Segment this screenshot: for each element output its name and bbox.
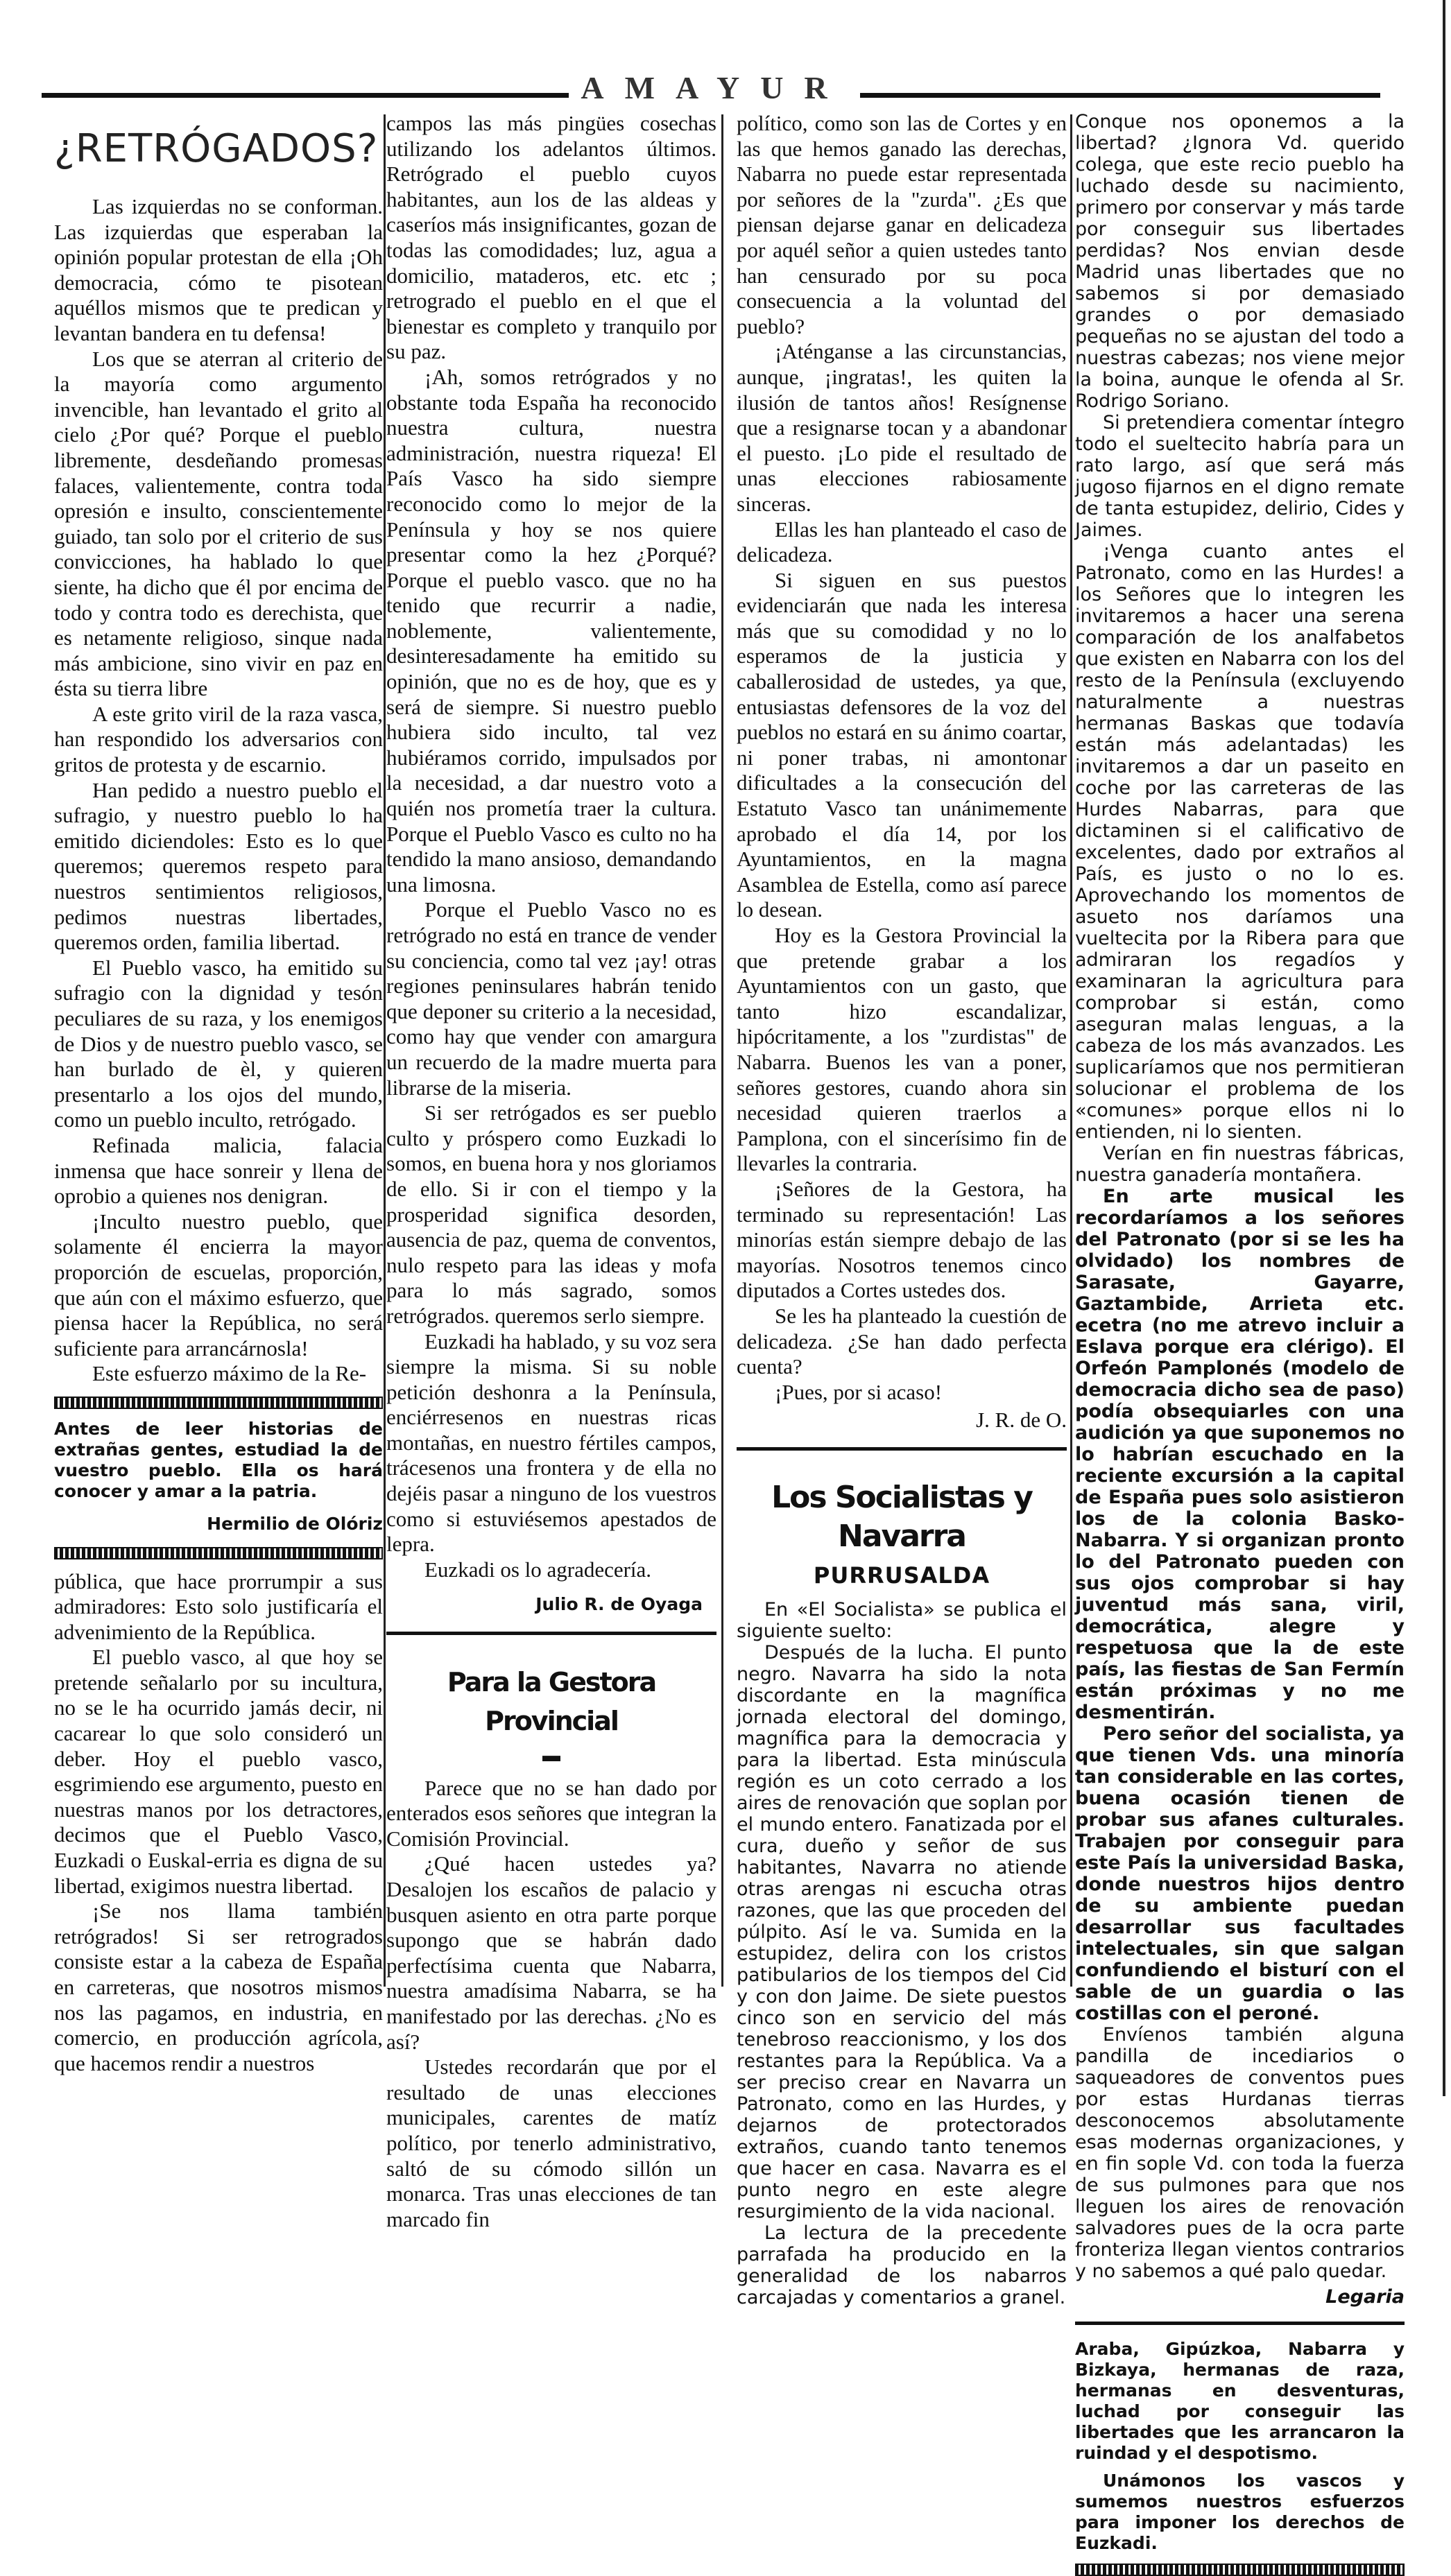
column-divider-3 xyxy=(1070,114,1072,1987)
paragraph: pública, que hace prorrumpir a sus admiradores: Esto solo justificaría el advenimiento de la República. xyxy=(54,1568,383,1644)
paragraph: ¡Se nos llama también retrógrados! Si ser retrogrados consiste estar a la cabeza de España en carreteras, que nosotros mismos nos las pagamos, en industria, en comercio, en producción agrícola, que hacemos rendir a nuestros xyxy=(54,1899,383,2075)
paragraph: Si pretendiera comentar íntegro todo el sueltecito habría para un rato largo, así que será más jugoso fijarnos en el digno remate de tanta estupidez, delirio, Cides y Jaimes. xyxy=(1075,412,1405,541)
paragraph: ¡Venga cuanto antes el Patronato, como en las Hurdes! a los Señores que lo integren les invitaremos a hacer una serena comparación de los analfabetos que existen en Nabarra con los del resto de la Península (excluyendo naturalmente a nuestras hermanas Baskas que todavía están más adelantadas) les invitaremos a dar un paseito en coche por las carreteras de las Hurdes Nabarras, para que dictaminen si el calificativo de excelentes, dado por extraños al País, es justo o no lo es. Aprovechando los momentos de asueto nos daríamos una vueltecita por la Ribera para que admiraran los regadíos y examinaran la agricultura para comprobar si están, como aseguran malas lenguas, a la cabeza de los más avanzados. Les suplicaríamos que nos permitieran solucionar el problema de los «comunes» porque ellos ni lo entienden, ni lo sienten. xyxy=(1075,541,1405,1143)
paragraph: A este grito viril de la raza vasca, han respondido los adversarios con gritos de protesta y de escarnio. xyxy=(54,701,383,777)
section-rule xyxy=(1075,2322,1405,2325)
paragraph: Euzkadi os lo agradecería. xyxy=(424,1557,652,1582)
paragraph: Los que se aterran al criterio de la mayoría como argumento invencible, han levantado el grito al cielo ¿Por qué? Porque el pueblo libremente, desdeñando promesas falaces, valientemente, contra toda opresión e insulto, conscientemente guiado, tan solo por el criterio de sus convicciones, ha hablado lo que siente, ha dicho que él por encima de todo y contra todo es derechista, que es netamente religioso, sinque nada más ambicione, sino vivir en paz en ésta su tierra libre xyxy=(54,346,383,701)
section-rule xyxy=(737,1447,1067,1451)
ornament-rule xyxy=(1075,2564,1405,2576)
paragraph: Las izquierdas no se conforman. Las izquierdas que esperaban la opinión popular protestan de ella ¡Oh democracia, cómo te pisotean aquéllos mismos que te predican y levantan bandera en tu defensa! xyxy=(54,194,383,345)
paragraph: Conque nos oponemos a la libertad? ¿Ignora Vd. querido colega, que este recio pueblo ha luchado desde su nacimiento, primero por conservar y más tarde por conseguir sus libertades perdidas? Nos envian desde Madrid unas libertades que no sabemos si por demasiado grandes o por demasiado pequeñas no se ajustan del todo a nuestras cabezas; nos viene mejor la boina, aunque le ofenda al Sr. Rodrigo Soriano. xyxy=(1075,111,1405,412)
paragraph: Si siguen en sus puestos evidenciarán que nada les interesa más que su comodidad y no lo esperamos de la justicia y caballerosidad de ustedes, ya que, entusiastas defensores de la voz del pueblos no estará en su ánimo coartar, ni poner trabas, ni amontonar dificultades a la consecución del Estatuto Vasco tan unánimemente aprobado el día 14, por los Ayuntamientos, en la magna Asamblea de Estella, como así parece lo desean. xyxy=(737,567,1067,922)
paragraph: ¡Pues, por si acaso! xyxy=(775,1379,943,1404)
section-title-gestora: Para la Gestora Provincial xyxy=(447,1667,656,1737)
paragraph: El pueblo vasco, al que hoy se pretende señalarlo por su incultura, no se le ha ocurrido jamás decir, ni cacarear lo que solo consideró un deber. Hoy el pueblo vasco, esgrimiendo ese argumento, puesto en nuestras manos por los detractores, decimos que el Pueblo Vasco, Euzkadi o Euskal-erria es digna de su libertad, exigimos nuestra libertad. xyxy=(54,1645,383,1898)
paragraph: En arte musical les recordaríamos a los señores del Patronato (por si se les ha olvidado) los nombres de Sarasate, Gayarre, Gaztambide, Arrieta etc. ecetra (no me atrevo incluir a Eslava porque era clérigo). El Orfeón Pamplonés (modelo de democracia dicho sea de paso) podía obsequiarles con una audición ya que suponemos no lo habrían escuchado en la reciente excursión a la capital de España pues solo asistieron los de la colonia Basko-Nabarra. Y si organizan pronto lo del Patronato pueden con sus ojos comprobar si hay juventud más sana, viril, democrática, alegre y respetuosa que la de este país, las fiestas de San Fermín están próximas y no me desmentirán. xyxy=(1075,1186,1405,1723)
paragraph: Ustedes recordarán que por el resultado de unas elecciones municipales, carentes de matíz político, por tenerlo administrativo, saltó de su cómodo sillón un monarca. Tras unas elecciones de tan marcado fin xyxy=(386,2055,716,2231)
title-ornament: ▬ xyxy=(542,1745,560,1766)
paragraph: La lectura de la precedente parrafada ha producido en la generalidad de los nabarros carcajadas y comentarios a granel. xyxy=(737,2222,1067,2309)
closing-note: Araba, Gipúzkoa, Nabarra y Bizkaya, hermanas de raza, hermanas en desventuras, luchad por conseguir las libertades que les arrancaron la ruindad y el despotismo. xyxy=(1075,2339,1405,2463)
column-3 xyxy=(737,111,1067,2309)
masthead: AMAYUR xyxy=(581,70,848,105)
masthead-rule-left xyxy=(42,93,569,98)
paragraph: Verían en fin nuestras fábricas, nuestra ganadería montañera. xyxy=(1075,1143,1405,1186)
paragraph: Euzkadi ha hablado, y su voz sera siempre la misma. Si su noble petición deshonra a la Península, enciérresenos en nuestras ricas montañas, en nuestro fértiles campos, trácesenos una frontera y de ella no dejéis pasar a ninguno de los vuestros como si estuviésemos apestados de lepra. xyxy=(386,1329,716,1557)
paragraph: Parece que no se han dado por enterados esos señores que integran la Comisión Provincial. xyxy=(386,1775,716,1851)
ornament-rule xyxy=(54,1397,383,1409)
paragraph: Ellas les han planteado el caso de delicadeza. xyxy=(737,517,1067,567)
paragraph: ¡Ah, somos retrógrados y no obstante toda España ha reconocido nuestra cultura, nuestra administración, nuestra riqueza! El País Vasco ha sido siempre reconocido como lo mejor de la Península y hoy se nos quiere presentar como la hez ¿Porqué? Porque el pueblo vasco. que no ha tenido que recurrir a nadie, noblemente, valientemente, desinteresadamente ha emitido su opinión, que no es de hoy, que es y será de siempre. Si nuestro pueblo hubiera sido inculto, tal vez hubiéramos corrido, impulsados por la necesidad, a dar nuestro voto a quién nos prometía traer la cultura. Porque el Pueblo Vasco es culto no ha tendido la mano ansioso, demandando una limosna. xyxy=(386,364,716,897)
paragraph: ¿Qué hacen ustedes ya? Desalojen los escaños de palacio y busquen asiento en otra parte porque supongo que se habrán dado perfectísima cuenta que Nabarra, nuestra amadísima Nabarra, se ha manifestado por las derechas. ¿No es así? xyxy=(386,1851,716,2054)
column-2 xyxy=(386,111,716,2231)
article-signature: Julio R. de Oyaga xyxy=(535,1594,703,1615)
paragraph: ¡Inculto nuestro pueblo, que solamente él encierra la mayor proporción de escuelas, proporción, que aún con el máximo esfuerzo, que piensa hacer la República, no será suficiente para arrancárnosla! xyxy=(54,1209,383,1360)
paragraph: campos las más pingües cosechas utilizando los adelantos últimos. Retrógrado el pueblo cuyos habitantes, aun los de las aldeas y caseríos más insignificantes, gozan de todas las comodidades; luz, agua a domicilio, mataderos, etc. etc ; retrogrado el pueblo en el que el bienestar es completo y tranquilo por su paz. xyxy=(386,111,716,364)
paragraph: ¡Aténganse a las circunstancias, aunque, ¡ingratas!, les quiten la ilusión de tantos años! Resígnense que a resignarse tocan y a abandonar el puesto. ¡Lo pide el resultado de unas elecciones rabiosamente sinceras. xyxy=(737,339,1067,516)
paragraph: Este esfuerzo máximo de la Re- xyxy=(92,1361,367,1386)
paragraph: Pero señor del socialista, ya que tienen Vds. una minoría tan considerable en las cortes, buena ocasión tienen de probar sus afanes culturales. Trabajen por conseguir para este País la universidad Baska, donde nuestros hijos dentro de su ambiente puedan desarrollar sus facultades intelectuales, sin que salgan confundiendo el bisturí con el sable de un guardia o las costillas con el peroné. xyxy=(1075,1723,1405,2024)
paragraph: Si ser retrógados es ser pueblo culto y próspero como Euzkadi lo somos, en buena hora y nos gloriamos de ello. Si ir con el tiempo y la prosperidad significa desorden, ausencia de paz, quema de conventos, nulo respeto para las ideas y mofa para lo más sagrado, somos retrógrados. queremos serlo siempre. xyxy=(386,1100,716,1328)
article-signature: Legaria xyxy=(1325,2286,1405,2308)
paragraph: ¡Señores de la Gestora, ha terminado su representación! Las minorías están siempre debajo de las mayorías. Nosotros tenemos cinco diputados a Cortes ustedes dos. xyxy=(737,1176,1067,1303)
column-4 xyxy=(1075,111,1405,2553)
column-divider-2 xyxy=(721,114,723,1987)
column-1 xyxy=(54,111,383,2075)
closing-note-b: Unámonos los vascos y sumemos nuestros esfuerzos para imponer los derechos de Euzkadi. xyxy=(1075,2471,1405,2553)
paragraph: Envíenos también alguna pandilla de incediarios o saqueadores de conventos pues por estas Hurdanas tierras desconocemos absolutamente esas modernas organizaciones, y en fin sople Vd. con toda la fuerza de sus pulmones para que nos lleguen los aires de renovación salvadores pues de la ocra parte fronteriza llegan vientos contrarios y no sabemos a qué palo quedar. xyxy=(1075,2024,1405,2282)
paragraph: político, como son las de Cortes y en las que hemos ganado las derechas, Nabarra no puede estar representada por señores de la "zurda". ¿Es que piensan dejarse ganar en delicadeza por aquél señor a quien ustedes tanto han censurado por su poca consecuencia a la voluntad del pueblo? xyxy=(737,111,1067,338)
paragraph: Se les ha planteado la cuestión de delicadeza. ¿Se han dado perfecta cuenta? xyxy=(737,1303,1067,1379)
quote-note: Antes de leer historias de extrañas gentes, estudiad la de vuestro pueblo. Ella os hará conocer y amar a la patria. xyxy=(54,1418,383,1501)
section-title-socialistas: Los Socialistas y Navarra xyxy=(771,1479,1032,1554)
page-edge xyxy=(1443,0,1445,2096)
article-title-retrogados: ¿RETRÓGADOS? xyxy=(54,126,379,171)
ornament-rule xyxy=(54,1547,383,1559)
column-divider-1 xyxy=(384,114,386,1987)
quote-signature: Hermilio de Olóriz xyxy=(207,1513,383,1534)
paragraph: Hoy es la Gestora Provincial la que pretende grabar a los Ayuntamientos con un gasto, que tanto hizo escandalizar, hipócritamente, a los "zurdistas" de Nabarra. Buenos les van a poner, señores gestores, cuando ahora sin necesidad quieren traerlos a Pamplona, con el sincerísimo fin de llevarles la contraria. xyxy=(737,923,1067,1176)
article-signature: J. R. de O. xyxy=(976,1408,1067,1433)
masthead-rule-right xyxy=(860,93,1380,98)
paragraph: El Pueblo vasco, ha emitido su sufragio con la dignidad y tesón peculiares de su raza, y los enemigos de Dios y de nuestro pueblo vasco, se han burlado de èl, y quieren presentarlo a los ojos del mundo, como un pueblo inculto, retrógado. xyxy=(54,955,383,1132)
paragraph: Refinada malicia, falacia inmensa que hace sonreir y llena de oprobio a quienes nos denigran. xyxy=(54,1132,383,1209)
paragraph: Después de la lucha. El punto negro. Navarra ha sido la nota discordante en la magnífica jornada electoral del domingo, magnífica para la democracia y para la libertad. Esta minúscula región es un coto cerrado a los aires de renovación que soplan por el mundo entero. Fanatizada por el cura, dueño y señor de sus habitantes, Navarra no atiende otras arengas ni escucha otras razones, que las que proceden del púlpito. Así le va. Sumida en la estupidez, delira con los cristos patibularios de los tiempos del Cid y con don Jaime. De siete puestos cinco son en servicio del más tenebroso reaccionismo, y los dos restantes para la República. Va a ser preciso crear en Navarra un Patronato, como en las Hurdes, y dejarnos de protectorados extraños, cuando tanto tenemos que hacer en casa. Navarra es el punto negro en este alegre resurgimiento de la vida nacional. xyxy=(737,1642,1067,2223)
paragraph: Han pedido a nuestro pueblo el sufragio, y nuestro pueblo lo ha emitido diciendoles: Esto es lo que queremos; queremos respeto para nuestros sentimientos religiosos, pedimos nuestras libertades, queremos orden, familia libertad. xyxy=(54,777,383,955)
paragraph: En «El Socialista» se publica el siguiente suelto: xyxy=(737,1599,1067,1643)
section-rule xyxy=(386,1632,716,1635)
paragraph: Porque el Pueblo Vasco no es retrógrado no está en trance de vender su conciencia, como tal vez ¡ay! otras regiones peninsulares habrán tenido que deponer su criterio a la necesidad, como hay que vender con amargura un recuerdo de la madre muerta para librarse de la miseria. xyxy=(386,897,716,1100)
section-subhead: PURRUSALDA xyxy=(813,1562,990,1589)
